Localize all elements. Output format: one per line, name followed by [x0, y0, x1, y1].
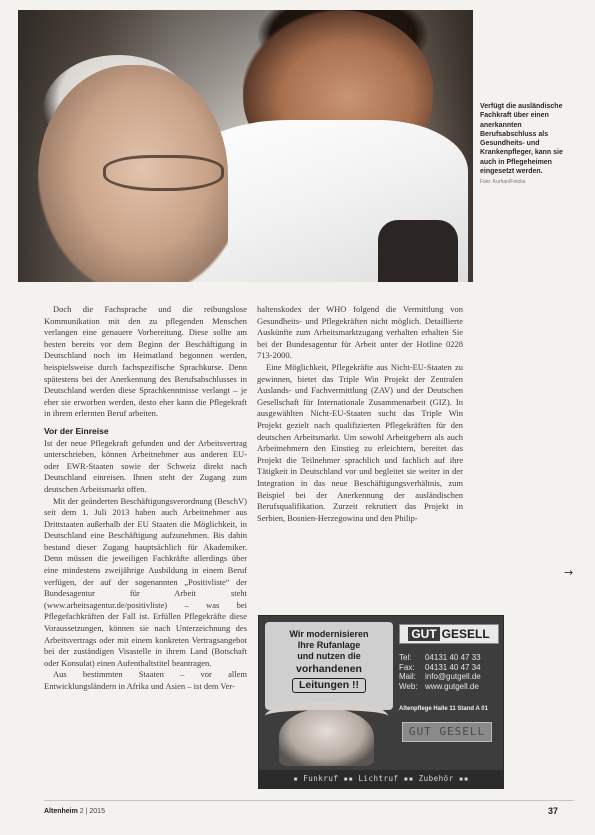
- ad-child-photo: [279, 708, 374, 766]
- paragraph: Mit der geänderten Beschäftigungsverordnung (BeschV) seit dem 1. Juli 2013 haben auch Arbeitnehmer aus Drittstaaten außerhalb der EU Staaten die Möglichkeit, in Deutschland eine Beschäftigung aufzunehmen. Bis dahin bestand dieser Zugang hauptsächlich für Akademiker. Denn müssen die jeweiligen Fachkräfte allerdings über eine mindestens zweijährige Ausbildung in einem Beruf verfügen, der auf der sogenannten „Positivliste“ der Bundesagentur für Arbeit steht (www.arbeitsagentur.de/positivliste) – was bei Pflegefachkräften der Fall ist. Erfüllen Pflegekräfte diese Voraussetzungen, können sie nach Unterzeichnung des Arbeitsvertrags oder mit einem konkreten Vertragsangebot bei der zuständigen Visastelle in ihrem Land (Botschaft oder Konsulat) einen Aufenthaltstitel beantragen.: [44, 495, 247, 668]
- ad-contact: [399, 653, 499, 691]
- issue-number: 2 | 2015: [79, 808, 105, 815]
- ad-display-panel: GUT GESELL: [402, 722, 492, 742]
- contact-label: Tel:: [399, 653, 412, 662]
- ad-line: Leitungen !!: [292, 678, 366, 693]
- child-arms: [265, 702, 388, 730]
- photo-caption: [480, 102, 572, 188]
- ad-line: und nutzen die: [297, 650, 361, 661]
- paragraph: Eine Möglichkeit, Pflegekräfte aus Nicht-EU-Staaten zu gewinnen, bietet das Triple Win Projekt der Zentralen Auslands- und Fachvermittlung (ZAV) und der Deutschen Gesellschaft für Internationale Zusammenarbeit (GIZ). In ausgewählten Nicht-EU-Staaten sucht das Triple Win Projekt gezielt nach qualifizierten Pflegekräften für den deutschen Arbeitsmarkt. Um sowohl Arbeitgebern als auch Arbeitnehmern den Einstieg zu erleichtern, bereitet das Projekt die Teilnehmer sprachlich und fachlich auf ihre Tätigkeit in Deutschland vor und begleitet sie weiter in der Integration in das neue Beschäftigungsverhältnis, zum Beispiel bei der Anerkennung der ausländischen Berufsqualifikation. Zurzeit rekrutiert das Projekt in Serbien, Bosnien-Herzegowina und den Philip-: [257, 361, 463, 523]
- ad-logo: [399, 624, 499, 644]
- logo-gesell: GESELL: [441, 627, 490, 641]
- subheading: Vor der Einreise: [44, 425, 109, 436]
- contact-label: Mail:: [399, 672, 416, 681]
- contact-label: Web:: [399, 681, 418, 691]
- ad-headline: [265, 622, 393, 710]
- magazine-name: Altenheim: [44, 808, 78, 815]
- page-number: 37: [548, 806, 559, 816]
- paragraph: Doch die Fachsprache und die reibungslose Kommunikation mit den zu pflegenden Menschen verlangen eine genauere Vorbereitung. Diese sollte am besten bereits vor dem Beginn der Beschäftigung in Deutschland noch im Heimatland begonnen werden, beispielsweise durch fachspezifische Sprachkurse. Denn spätestens bei der Anerkennung des Berufsabschlusses in Deutschland werden diese Sprachkenntnisse verlangt – je eher sie erworben werden, desto eher kann die Pflegekraft in ihrem erlernten Beruf arbeiten.: [44, 304, 247, 419]
- photo-credit: Foto: Kurhan/Fotolia: [480, 179, 526, 186]
- contact-value: 04131 40 47 33: [425, 653, 481, 662]
- ad-line: vorhandenen: [296, 663, 362, 676]
- contact-value[interactable]: www.gutgell.de: [425, 681, 479, 691]
- contact-label: Fax:: [399, 662, 415, 672]
- contact-value[interactable]: info@gutgell.de: [425, 672, 481, 681]
- article-column-2: [257, 304, 463, 524]
- paragraph: Aus bestimmten Staaten – vor allem Entwicklungsländern in Afrika und Asien – ist dem Ver-: [44, 669, 247, 691]
- ad-booth: Altenpflege Halle 11 Stand A 01: [399, 706, 488, 712]
- paragraph: haltenskodex der WHO folgend die Vermittlung von Gesundheits- und Pflegekräften nicht möglich. Detaillierte Auskünfte zum Arbeitsmarktzugang verhalten erhalten Sie bei der Bundesagentur für Arbeit unter der Hotline 0228 713-2000.: [257, 304, 463, 361]
- logo-gut: GUT: [408, 627, 439, 641]
- caption-text: Verfügt die ausländische Fachkraft über einen anerkannten Berufsabschluss als Gesundheits- und Krankenpfleger, kann sie auch in Pflegeheimen eingesetzt werden.: [480, 103, 563, 176]
- paragraph: Ist der neue Pflegekraft gefunden und der Arbeitsvertrag unterschrieben, können Arbeitnehmer aus anderen EU- oder EWR-Staaten sowie der Schweiz direkt nach Deutschland einreisen. Ihnen steht der Zugang zum deutschen Arbeitsmarkt offen.: [44, 437, 247, 494]
- footer-rule: [44, 800, 574, 801]
- ad-line: Ihre Rufanlage: [297, 639, 361, 650]
- ad-footer: ▪ Funkruf ▪▪ Lichtruf ▪▪ Zubehör ▪▪: [259, 770, 503, 788]
- contact-value: 04131 40 47 34: [425, 662, 481, 672]
- continue-arrow-icon: →: [564, 566, 574, 579]
- article-column-1: [44, 304, 247, 693]
- page-footer: [44, 808, 105, 815]
- hero-photo: [18, 10, 473, 282]
- ad-line: Wir modernisieren: [289, 629, 369, 639]
- glasses: [103, 155, 224, 191]
- wheelchair: [378, 220, 458, 282]
- advertisement[interactable]: [258, 615, 504, 789]
